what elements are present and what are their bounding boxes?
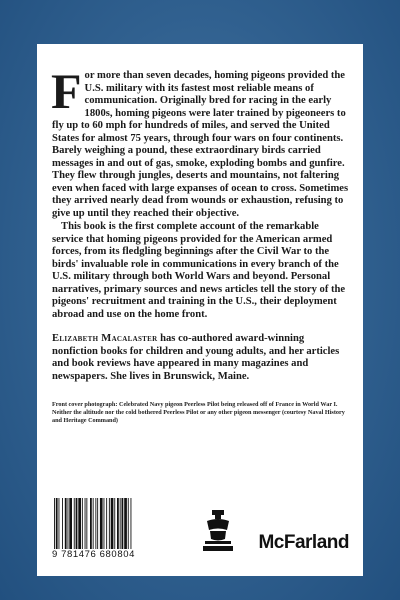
barcode-bars <box>52 498 162 550</box>
mcfarland-logo-icon <box>201 508 235 554</box>
footer <box>52 496 349 560</box>
barcode-bar <box>122 498 124 550</box>
description <box>51 63 349 321</box>
barcode-bar <box>131 498 132 550</box>
barcode-bar <box>62 498 63 550</box>
cover-photo-credit: Front cover photograph: Celebrated Navy pigeon Peerless Pilot being released off of France in World War I. Neither the altitude nor the cold bothered Peerless Pilot or any other pigeon messenger (courtesy Naval History and Heritage Command) <box>52 401 345 424</box>
barcode-bar <box>120 498 121 550</box>
barcode-bar <box>100 498 103 550</box>
publisher-name: McFarland <box>258 532 349 553</box>
barcode-bar <box>82 498 83 550</box>
barcode-bar <box>86 498 87 550</box>
barcode-bar <box>90 498 92 550</box>
barcode-bar <box>117 498 119 550</box>
author-bio-text: has co-authored award-winning nonfiction books for children and young adults, and her articles and book reviews have appeared in many magazines and newspapers. She lives in Brunswick, Maine. <box>52 333 340 382</box>
publisher-logo <box>199 508 349 554</box>
barcode-bar <box>124 498 127 550</box>
barcode-bar <box>128 498 129 550</box>
barcode-bar <box>97 498 98 550</box>
author-name: Elizabeth Macalaster <box>52 333 158 344</box>
barcode-bar <box>74 498 75 550</box>
barcode-bar <box>59 498 60 550</box>
barcode-bar <box>109 498 110 550</box>
barcode-bar <box>95 498 96 550</box>
barcode-bar <box>68 498 69 550</box>
author-bio <box>52 333 349 383</box>
text-panel <box>37 44 363 576</box>
barcode-bar <box>56 498 58 550</box>
barcode-bar <box>54 498 55 550</box>
paragraph-1-text: or more than seven decades, homing pigeons provided the U.S. military with its fastest most reliable means of communication. Originally bred for racing in the early 1800s, homing pigeons were later trained by pigeoneers to fly up to 60 mph for hundreds of miles, and served the United States for almost 75 years, through four wars on four continents. Barely weighing a pound, these extraordinary birds carried messages in and out of gas, smoke, exploding bombs and gunfire. They flew through jungles, deserts and mountains, not faltering even when faced with large expanses of ocean to cross. Sometimes they arrived nearly dead from wounds or exhaustion, refusing to give up until they reached their objective. <box>52 70 349 219</box>
barcode-bar <box>65 498 67 550</box>
barcode-bar <box>114 498 115 550</box>
barcode-bar <box>93 498 94 550</box>
barcode-bar <box>69 498 72 550</box>
barcode-bar <box>78 498 81 550</box>
paragraph-1 <box>51 63 349 220</box>
paragraph-2: This book is the first complete account of the remarkable service that homing pigeons provided for the American armed forces, from its fledgling beginnings after the Civil War to the birds' invaluable role in communications in every branch of the U.S. military through both World Wars and beyond. Personal narratives, primary sources and news articles tell the story of the pigeons' recruitment and training in the U.S., their deployment abroad and use on the home front. <box>52 221 346 320</box>
drop-cap: F <box>51 63 82 119</box>
barcode-bar <box>106 498 107 550</box>
barcode <box>52 498 162 560</box>
barcode-bar <box>76 498 78 550</box>
isbn-number: 9 781476 680804 <box>52 549 162 560</box>
barcode-bar <box>85 498 86 550</box>
barcode-bar <box>111 498 114 550</box>
barcode-bar <box>104 498 105 550</box>
